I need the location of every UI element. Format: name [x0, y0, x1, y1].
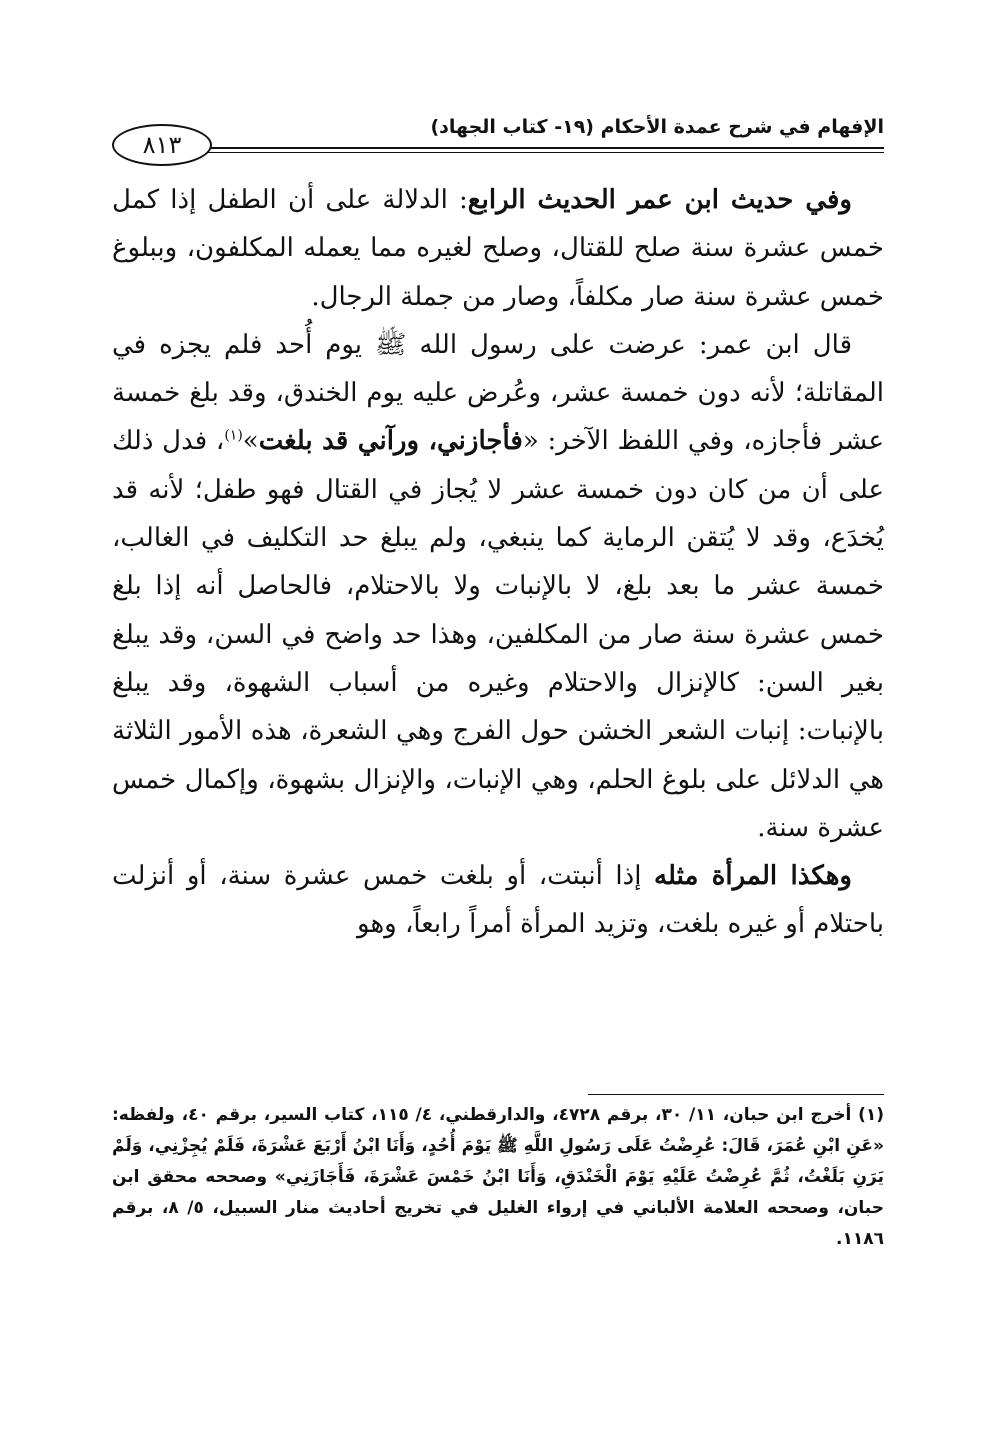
footnotes	[112, 1100, 884, 1255]
page-number: ٨١٣	[112, 124, 212, 166]
footnote-1	[112, 1100, 884, 1255]
footnote-1-line-2: ولفظه: «عَنِ ابْنِ عُمَرَ، قَالَ: عُرِضْتُ عَلَى رَسُولِ اللَّهِ ﷺ يَوْمَ أُحُدٍ، وَأَنَا ابْنُ أَرْبَعَ عَشْرَةَ، فَلَمْ يُجِزْنِي، وَلَمْ يَرَنِ بَلَغْتُ، ثُمَّ عُرِضْتُ عَلَيْهِ يَوْمَ الْخَنْدَقِ، وَأَنَا ابْنُ خَمْسَ عَشْرَةَ، فَأَجَازَنِي»	[112, 1105, 885, 1187]
footnote-separator	[588, 1094, 884, 1095]
p2-quote-close: »	[242, 426, 259, 457]
p2-text-a: قال ابن عمر: عرضت على رسول الله ﷺ يوم أُحد فلم يجزه في المقاتلة؛ لأنه دون خمسة عشر، وعُرض عليه يوم الخندق، وقد بلغ خمسة عشر فأجازه، وفي اللفظ الآخر: «	[112, 329, 884, 457]
footnote-1-line-3: وصححه محقق ابن حبان، وصححه العلامة الألباني في إرواء الغليل في تخريج أحاديث منار السبيل، ٥/ ٨، برقم ١١٨٦.	[112, 1167, 884, 1249]
p2-text-b: ، فدل ذلك على أن من كان دون خمسة عشر لا يُجاز في القتال فهو طفل؛ لأنه قد يُخدَع، وقد لا يُتقن الرماية كما ينبغي، ولم يبلغ حد التكليف في الغالب، خمسة عشر ما بعد بلغ، لا بالإنبات ولا بالاحتلام، فالحاصل أنه إذا بلغ خمس عشرة سنة صار من المكلفين، وهذا حد واضح في السن، وقد يبلغ بغير السن: كالإنزال والاحتلام وغيره من أسباب الشهوة، وقد يبلغ بالإنبات: إنبات الشعر الخشن حول الفرج وهي الشعرة، هذه الأمور الثلاثة هي الدلائل على بلوغ الحلم، وهي الإنبات، والإنزال بشهوة، وإكمال خمس عشرة سنة.	[112, 426, 884, 843]
main-text	[112, 176, 884, 949]
p3-text: إذا أنبتت، أو بلغت خمس عشرة سنة، أو أنزلت باحتلام أو غيره بلغت، وتزيد المرأة أمراً رابعاً، وهو	[112, 861, 884, 940]
page-header	[112, 110, 884, 170]
header-rule	[194, 147, 884, 149]
running-title: الإفهام في شرح عمدة الأحكام (١٩- كتاب الجهاد)	[430, 116, 884, 138]
paragraph-2	[112, 321, 884, 852]
footnote-1-line-1: (١) أخرج ابن حبان، ١١/ ٣٠، برقم ٤٧٢٨، والدارقطني، ٤/ ١١٥، كتاب السير، برقم ٤٠،	[181, 1105, 885, 1125]
p2-bold-quote: فأجازني، ورآني قد بلغت	[258, 426, 523, 457]
paragraph-1	[112, 176, 884, 321]
p3-bold-lead: وهكذا المرأة مثله	[654, 861, 852, 892]
p1-bold-lead: وفي حديث ابن عمر الحديث الرابع	[467, 185, 852, 215]
p1-text: : الدلالة على أن الطفل إذا كمل خمس عشرة سنة صلح للقتال، وصلح لغيره مما يعمله المكلفون، وببلوغ خمس عشرة سنة صار مكلفاً، وصار من جملة الرجال.	[112, 185, 884, 312]
footnote-ref[interactable]: (١)	[224, 427, 243, 444]
header-rule-thin	[194, 152, 884, 153]
paragraph-3	[112, 852, 884, 949]
